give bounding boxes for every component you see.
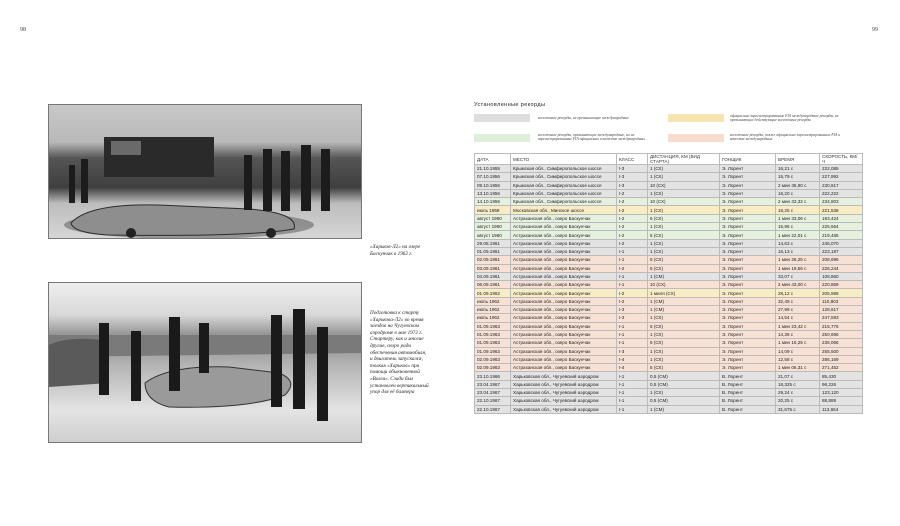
distance-cell: 1 (СХ) xyxy=(648,314,720,322)
distance-cell: 10 (СХ) xyxy=(648,198,720,206)
legend-text-gray: всесоюзные рекорды, не превышающие международные xyxy=(538,116,629,120)
class-cell: I-2 xyxy=(617,231,648,239)
table-row xyxy=(475,173,863,181)
time-cell: 16,20 с xyxy=(776,189,820,197)
distance-cell: 5 (СХ) xyxy=(648,231,720,239)
place-cell: Астраханская обл., озеро Баскунчак xyxy=(511,239,617,247)
date-cell: 22.10.1967 xyxy=(475,397,511,405)
table-row xyxy=(475,189,863,197)
driver-cell: Э. Лорент xyxy=(720,347,776,355)
time-cell: 14,54 с xyxy=(776,314,820,322)
date-cell: 01.09.1963 xyxy=(475,339,511,347)
place-cell: Астраханская обл., озеро Баскунчак xyxy=(511,297,617,305)
table-row xyxy=(475,264,863,272)
speed-cell: 247,593 xyxy=(820,314,863,322)
class-cell: I-2 xyxy=(617,206,648,214)
class-cell: I-3 xyxy=(617,306,648,314)
class-cell: I-2 xyxy=(617,223,648,231)
photo-car-on-lake-image xyxy=(49,105,361,238)
speed-cell: 220,859 xyxy=(820,281,863,289)
header-driver: ГОНЩИК xyxy=(720,154,776,165)
distance-cell: 1 (СМ) xyxy=(648,297,720,305)
table-row xyxy=(475,372,863,380)
speed-cell: 88,889 xyxy=(820,397,863,405)
place-cell: Астраханская обл., озеро Баскунчак xyxy=(511,355,617,363)
speed-cell: 193,424 xyxy=(820,214,863,222)
class-cell: I-1 xyxy=(617,322,648,330)
time-cell: 1 мин 22,01 с xyxy=(776,231,820,239)
time-cell: 2 мин 33,32 с xyxy=(776,198,820,206)
records-table xyxy=(474,153,863,414)
time-cell: 16,13 с xyxy=(776,247,820,255)
place-cell: Харьковская обл., Чугуевский аэродром xyxy=(511,397,617,405)
distance-cell: 1 (СХ) xyxy=(648,330,720,338)
caption-photo-1: «Харьков-Л2» на озере Баскунчак в 1962 г. xyxy=(370,244,421,257)
legend-swatch-green xyxy=(474,134,530,142)
section-title: Установленные рекорды xyxy=(474,102,546,108)
date-cell: август 1960 xyxy=(475,231,511,239)
speed-cell: 271,452 xyxy=(820,364,863,372)
date-cell: август 1960 xyxy=(475,214,511,222)
speed-cell: 230,917 xyxy=(820,181,863,189)
table-row xyxy=(475,380,863,388)
time-cell: 1 мин 16,25 с xyxy=(776,339,820,347)
distance-cell: 1 (СХ) xyxy=(648,239,720,247)
driver-cell: Э. Лорент xyxy=(720,289,776,297)
class-cell: I-3 xyxy=(617,173,648,181)
table-row xyxy=(475,364,863,372)
distance-cell: 1 (СХ) xyxy=(648,223,720,231)
page-number-left: 98 xyxy=(20,27,26,33)
table-row xyxy=(475,281,863,289)
driver-cell: Э. Лорент xyxy=(720,239,776,247)
time-cell: 18,325 с xyxy=(776,380,820,388)
distance-cell: 10 (СХ) xyxy=(648,281,720,289)
time-cell: 15,79 с xyxy=(776,173,820,181)
speed-cell: 222,222 xyxy=(820,189,863,197)
place-cell: Крымская обл., Симферопольское шоссе xyxy=(511,198,617,206)
table-row xyxy=(475,339,863,347)
driver-cell: Э. Лорент xyxy=(720,306,776,314)
class-cell: I-4 xyxy=(617,355,648,363)
legend-swatch-gray xyxy=(474,114,530,122)
place-cell: Крымская обл., Симферопольское шоссе xyxy=(511,173,617,181)
driver-cell: Э. Лорент xyxy=(720,189,776,197)
driver-cell: Э. Лорент xyxy=(720,297,776,305)
date-cell: 01.09.1961 xyxy=(475,247,511,255)
speed-cell: 219,485 xyxy=(820,231,863,239)
place-cell: Харьковская обл., Чугуевский аэродром xyxy=(511,372,617,380)
place-cell: Крымская обл., Симферопольское шоссе xyxy=(511,181,617,189)
class-cell: I-1 xyxy=(617,281,648,289)
class-cell: I-2 xyxy=(617,289,648,297)
time-cell: 20,25 с xyxy=(776,397,820,405)
time-cell: 1 мин 33,06 с xyxy=(776,214,820,222)
table-row xyxy=(475,239,863,247)
table-row xyxy=(475,272,863,280)
driver-cell: Э. Лорент xyxy=(720,322,776,330)
date-cell: 21.10.1955 xyxy=(475,165,511,173)
table-row xyxy=(475,289,863,297)
table-row xyxy=(475,330,863,338)
place-cell: Астраханская обл., озеро Баскунчак xyxy=(511,256,617,264)
legend-swatch-pink xyxy=(668,134,724,142)
table-row xyxy=(475,405,863,413)
date-cell: 07.10.1956 xyxy=(475,173,511,181)
distance-cell: 1 (СМ) xyxy=(648,272,720,280)
table-row xyxy=(475,165,863,173)
distance-cell: 1 (СМ) xyxy=(648,306,720,314)
table-row xyxy=(475,397,863,405)
place-cell: Астраханская обл., озеро Баскунчак xyxy=(511,347,617,355)
date-cell: 13.10.1956 xyxy=(475,189,511,197)
driver-cell: Э. Лорент xyxy=(720,364,776,372)
table-row xyxy=(475,231,863,239)
speed-cell: 85,430 xyxy=(820,372,863,380)
time-cell: 1 мин 23,42 с xyxy=(776,322,820,330)
place-cell: Астраханская обл., озеро Баскунчак xyxy=(511,330,617,338)
time-cell: 33,07 с xyxy=(776,272,820,280)
distance-cell: 5 (СХ) xyxy=(648,214,720,222)
distance-cell: 5 (СХ) xyxy=(648,264,720,272)
driver-cell: В. Лорент xyxy=(720,372,776,380)
driver-cell: Э. Лорент xyxy=(720,223,776,231)
class-cell: I-4 xyxy=(617,364,648,372)
date-cell: июль 1962 xyxy=(475,306,511,314)
place-cell: Астраханская обл., озеро Баскунчак xyxy=(511,364,617,372)
date-cell: 14.10.1956 xyxy=(475,198,511,206)
date-cell: 01.09.1963 xyxy=(475,347,511,355)
time-cell: 2 мин 35,90 с xyxy=(776,181,820,189)
table-row xyxy=(475,214,863,222)
date-cell: 03.09.1961 xyxy=(475,264,511,272)
place-cell: Астраханская обл., озеро Баскунчак xyxy=(511,322,617,330)
distance-cell: 10 (СХ) xyxy=(648,181,720,189)
header-distance: ДИСТАНЦИЯ, КМ (ВИД СТАРТА) xyxy=(648,154,720,165)
table-row xyxy=(475,247,863,255)
date-cell: 09.10.1956 xyxy=(475,181,511,189)
speed-cell: 205,989 xyxy=(820,289,863,297)
driver-cell: Э. Лорент xyxy=(720,272,776,280)
speed-cell: 236,066 xyxy=(820,339,863,347)
class-cell: I-3 xyxy=(617,165,648,173)
distance-cell: 1 (СХ) xyxy=(648,206,720,214)
date-cell: 22.10.1967 xyxy=(475,405,511,413)
distance-cell: 1 (СХ) xyxy=(648,347,720,355)
driver-cell: В. Лорент xyxy=(720,405,776,413)
distance-cell: 5 (СХ) xyxy=(648,322,720,330)
time-cell: 14,09 с xyxy=(776,347,820,355)
distance-cell: 1 (СХ) xyxy=(648,247,720,255)
speed-cell: 123,120 xyxy=(820,389,863,397)
speed-cell: 215,776 xyxy=(820,322,863,330)
table-row xyxy=(475,297,863,305)
caption-photo-2: Подготовка к старту «Харькова-Л2» во время заездов на Чугуевском аэродроме в мае 1972 г. Стартеру, как и многие другие, скоро ради обеспечения автомобиля, и двигатель запускался, толкая «Харьков» при помощи обыкновенной «Волги». Сзади был установлен вертикальный упор для её бампера xyxy=(370,310,429,396)
date-cell: 01.09.1963 xyxy=(475,330,511,338)
table-row xyxy=(475,355,863,363)
place-cell: Астраханская обл., озеро Баскунчак xyxy=(511,339,617,347)
driver-cell: Э. Лорент xyxy=(720,165,776,173)
date-cell: июль 1962 xyxy=(475,297,511,305)
driver-cell: Э. Лорент xyxy=(720,247,776,255)
table-row xyxy=(475,306,863,314)
distance-cell: 1 миля (СХ) xyxy=(648,289,720,297)
date-cell: июль 1958 xyxy=(475,206,511,214)
table-row xyxy=(475,206,863,214)
date-cell: август 1960 xyxy=(475,223,511,231)
date-cell: 02.09.1963 xyxy=(475,364,511,372)
legend-swatch-yellow xyxy=(668,114,724,122)
class-cell: I-1 xyxy=(617,247,648,255)
header-speed: СКОРОСТЬ, КМ/Ч xyxy=(820,154,863,165)
time-cell: 14,63 с xyxy=(776,239,820,247)
date-cell: 23.04.1967 xyxy=(475,389,511,397)
place-cell: Крымская обл., Симферопольское шоссе xyxy=(511,165,617,173)
class-cell: I-3 xyxy=(617,347,648,355)
speed-cell: 113,654 xyxy=(820,405,863,413)
driver-cell: Э. Лорент xyxy=(720,264,776,272)
speed-cell: 223,187 xyxy=(820,247,863,255)
driver-cell: В. Лорент xyxy=(720,380,776,388)
class-cell: I-1 xyxy=(617,372,648,380)
class-cell: I-1 xyxy=(617,256,648,264)
distance-cell: 0,5 (СМ) xyxy=(648,397,720,405)
driver-cell: Э. Лорент xyxy=(720,339,776,347)
driver-cell: Э. Лорент xyxy=(720,256,776,264)
place-cell: Астраханская обл., озеро Баскунчак xyxy=(511,314,617,322)
speed-cell: 108,860 xyxy=(820,272,863,280)
distance-cell: 1 (СМ) xyxy=(648,405,720,413)
place-cell: Астраханская обл., озеро Баскунчак xyxy=(511,264,617,272)
photo-start-preparation-image xyxy=(49,283,361,442)
class-cell: I-2 xyxy=(617,189,648,197)
class-cell: I-1 xyxy=(617,272,648,280)
driver-cell: Э. Лорент xyxy=(720,281,776,289)
place-cell: Астраханская обл., озеро Баскунчак xyxy=(511,272,617,280)
driver-cell: Э. Лорент xyxy=(720,231,776,239)
legend-text-green: всесоюзные рекорды, превышающие международные, но не зарегистрированные FIA официально в качестве международных xyxy=(538,133,645,142)
time-cell: 16,21 с xyxy=(776,165,820,173)
class-cell: I-2 xyxy=(617,264,648,272)
distance-cell: 5 (СХ) xyxy=(648,364,720,372)
speed-cell: 208,696 xyxy=(820,256,863,264)
time-cell: 2 мин 43,00 с xyxy=(776,281,820,289)
speed-cell: 227,992 xyxy=(820,173,863,181)
place-cell: Харьковская обл., Чугуевский аэродром xyxy=(511,405,617,413)
class-cell: I-2 xyxy=(617,214,648,222)
table-row xyxy=(475,181,863,189)
driver-cell: В. Лорент xyxy=(720,389,776,397)
place-cell: Крымская обл., Симферопольское шоссе xyxy=(511,189,617,197)
class-cell: I-1 xyxy=(617,339,648,347)
table-row xyxy=(475,322,863,330)
place-cell: Астраханская обл., озеро Баскунчак xyxy=(511,281,617,289)
date-cell: 01.09.1963 xyxy=(475,322,511,330)
speed-cell: 234,803 xyxy=(820,198,863,206)
class-cell: I-2 xyxy=(617,297,648,305)
time-cell: 21,07 с xyxy=(776,372,820,380)
date-cell: 04.09.1961 xyxy=(475,272,511,280)
table-row xyxy=(475,389,863,397)
driver-cell: Э. Лорент xyxy=(720,214,776,222)
time-cell: 1 мин 26,25 с xyxy=(776,256,820,264)
header-class: КЛАСС xyxy=(617,154,648,165)
distance-cell: 1 (СХ) xyxy=(648,173,720,181)
speed-cell: 286,169 xyxy=(820,355,863,363)
table-row xyxy=(475,347,863,355)
date-cell: 23.10.1966 xyxy=(475,372,511,380)
speed-cell: 250,696 xyxy=(820,330,863,338)
table-header-row xyxy=(475,154,863,165)
distance-cell: 0,5 (СМ) xyxy=(648,380,720,388)
time-cell: 27,99 с xyxy=(776,306,820,314)
class-cell: I-2 xyxy=(617,198,648,206)
place-cell: Харьковская обл., Чугуевский аэродром xyxy=(511,380,617,388)
date-cell: 02.09.1963 xyxy=(475,355,511,363)
distance-cell: 1 (СХ) xyxy=(648,165,720,173)
header-time: ВРЕМЯ xyxy=(776,154,820,165)
date-cell: 06.09.1961 xyxy=(475,281,511,289)
table-row xyxy=(475,256,863,264)
time-cell: 15,96 с xyxy=(776,223,820,231)
table-row xyxy=(475,198,863,206)
distance-cell: 1 (СХ) xyxy=(648,189,720,197)
time-cell: 31,675 с xyxy=(776,405,820,413)
time-cell: 28,12 с xyxy=(776,289,820,297)
place-cell: Астраханская обл., озеро Баскунчак xyxy=(511,289,617,297)
speed-cell: 98,226 xyxy=(820,380,863,388)
speed-cell: 225,564 xyxy=(820,223,863,231)
time-cell: 16,25 с xyxy=(776,206,820,214)
date-cell: 29.08.1961 xyxy=(475,239,511,247)
distance-cell: 1 (СХ) xyxy=(648,355,720,363)
class-cell: I-1 xyxy=(617,330,648,338)
class-cell: I-1 xyxy=(617,397,648,405)
time-cell: 14,36 с xyxy=(776,330,820,338)
photo-start-preparation xyxy=(48,282,362,443)
speed-cell: 246,070 xyxy=(820,239,863,247)
class-cell: I-3 xyxy=(617,181,648,189)
driver-cell: В. Лорент xyxy=(720,397,776,405)
time-cell: 1 мин 19,56 с xyxy=(776,264,820,272)
table-row xyxy=(475,314,863,322)
driver-cell: Э. Лорент xyxy=(720,314,776,322)
speed-cell: 128,617 xyxy=(820,306,863,314)
driver-cell: Э. Лорент xyxy=(720,173,776,181)
header-place: МЕСТО xyxy=(511,154,617,165)
time-cell: 12,58 с xyxy=(776,355,820,363)
speed-cell: 221,538 xyxy=(820,206,863,214)
class-cell: I-3 xyxy=(617,314,648,322)
distance-cell: 5 (СХ) xyxy=(648,256,720,264)
time-cell: 29,24 с xyxy=(776,389,820,397)
place-cell: Астраханская обл., озеро Баскунчак xyxy=(511,231,617,239)
driver-cell: Э. Лорент xyxy=(720,355,776,363)
speed-cell: 222,085 xyxy=(820,165,863,173)
class-cell: I-1 xyxy=(617,405,648,413)
distance-cell: 0,5 (СМ) xyxy=(648,372,720,380)
header-date: ДАТА xyxy=(475,154,511,165)
driver-cell: Э. Лорент xyxy=(720,198,776,206)
class-cell: I-1 xyxy=(617,389,648,397)
place-cell: Харьковская обл., Чугуевский аэродром xyxy=(511,389,617,397)
class-cell: I-2 xyxy=(617,239,648,247)
date-cell: 01.09.1962 xyxy=(475,289,511,297)
legend-text-yellow: официально зарегистрированные FIA международные рекорды, не превышающие действующие всесоюзные рекорды xyxy=(730,114,839,123)
place-cell: Астраханская обл., озеро Баскунчак xyxy=(511,223,617,231)
date-cell: июль 1962 xyxy=(475,314,511,322)
table-row xyxy=(475,223,863,231)
distance-cell: 1 (СХ) xyxy=(648,389,720,397)
class-cell: I-1 xyxy=(617,380,648,388)
driver-cell: Э. Лорент xyxy=(720,206,776,214)
date-cell: 02.09.1961 xyxy=(475,256,511,264)
speed-cell: 110,803 xyxy=(820,297,863,305)
distance-cell: 5 (СХ) xyxy=(648,339,720,347)
speed-cell: 226,244 xyxy=(820,264,863,272)
driver-cell: Э. Лорент xyxy=(720,330,776,338)
place-cell: Астраханская обл., озеро Баскунчак xyxy=(511,247,617,255)
time-cell: 32,49 с xyxy=(776,297,820,305)
place-cell: Московская обл., Минское шоссе xyxy=(511,206,617,214)
legend-text-pink: всесоюзные рекорды, позже официально зарегистрированные FIA в качестве международных xyxy=(730,133,840,142)
speed-cell: 255,500 xyxy=(820,347,863,355)
page-number-right: 99 xyxy=(872,27,878,33)
time-cell: 1 мин 06,31 с xyxy=(776,364,820,372)
place-cell: Астраханская обл., озеро Баскунчак xyxy=(511,214,617,222)
driver-cell: Э. Лорент xyxy=(720,181,776,189)
place-cell: Астраханская обл., озеро Баскунчак xyxy=(511,306,617,314)
date-cell: 23.04.1967 xyxy=(475,380,511,388)
photo-car-on-lake xyxy=(48,104,362,239)
